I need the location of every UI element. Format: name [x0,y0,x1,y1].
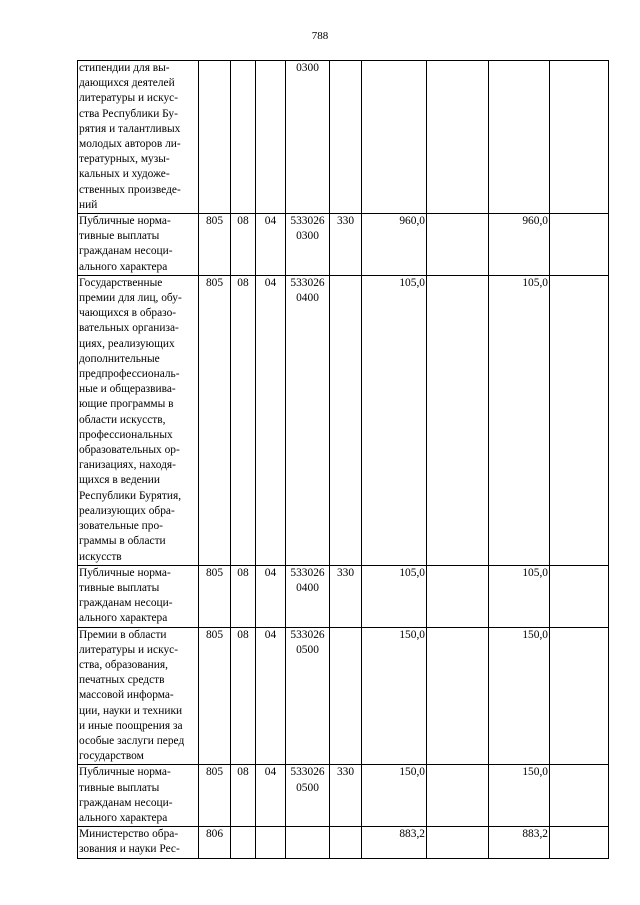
budget-table [77,60,609,859]
subsection-code-cell: 04 [256,627,286,765]
target-article-line: 533026 [290,276,325,289]
expense-type-cell [330,275,362,565]
ministry-code-cell: 805 [199,765,231,827]
target-article-cell [286,827,330,858]
row-name-line: щихся в ведении [79,474,160,487]
subsection-code-cell: 04 [256,275,286,565]
amount-cell: 150,0 [362,627,427,765]
row-name-line: Публичные норма- [79,766,171,779]
subsection-code-cell: 04 [256,565,286,627]
amount-cell [550,565,609,627]
amount-cell: 960,0 [362,214,427,276]
row-name-line: Республики Бурятия, [79,489,182,502]
row-name-cell [78,765,199,827]
table-row [78,214,609,276]
target-article-line: 533026 [290,566,325,579]
amount-cell: 105,0 [362,565,427,627]
target-article-line: 0400 [296,292,319,305]
row-name-line: ганизациях, находя- [79,459,176,472]
row-name-line: зовательные про- [79,520,163,533]
table-row [78,827,609,858]
row-name-line: реализующих обра- [79,504,175,517]
row-name-line: ные и общеразвива- [79,383,176,396]
amount-cell [550,627,609,765]
row-name-line: дающихся деятелей [79,77,175,90]
row-name-line: области искусств, [79,413,166,426]
subsection-code-cell [256,61,286,214]
section-code-cell: 08 [231,214,256,276]
row-name-line: предпрофессиональ- [79,368,180,381]
section-code-cell: 08 [231,275,256,565]
row-name-line: тивные выплаты [79,581,160,594]
subsection-code-cell: 04 [256,214,286,276]
target-article-cell [286,627,330,765]
amount-cell: 150,0 [489,765,550,827]
target-article-cell [286,565,330,627]
row-name-line: молодых авторов ли- [79,138,181,151]
amount-cell [362,61,427,214]
section-code-cell [231,61,256,214]
subsection-code-cell: 04 [256,765,286,827]
row-name-cell [78,627,199,765]
row-name-line: Премии в области [79,628,167,641]
row-name-line: тивные выплаты [79,230,160,243]
row-name-line: тивные выплаты [79,781,160,794]
row-name-line: зования и науки Рес- [79,843,180,856]
row-name-line: гражданам несоци- [79,597,173,610]
row-name-line: образовательных ор- [79,444,180,457]
row-name-line: профессиональных [79,428,173,441]
row-name-line: гражданам несоци- [79,796,173,809]
row-name-line: печатных средств [79,674,165,687]
target-article-cell [286,765,330,827]
row-name-line: искусств [79,550,122,563]
amount-cell [550,61,609,214]
row-name-line: Государственные [79,276,163,289]
amount-cell: 105,0 [489,275,550,565]
section-code-cell: 08 [231,565,256,627]
ministry-code-cell: 805 [199,275,231,565]
table-body [78,61,609,859]
row-name-line: и иные поощрения за [79,719,183,732]
amount-cell [427,627,489,765]
amount-cell [427,61,489,214]
row-name-line: стипендии для вы- [79,62,170,74]
row-name-line: литературы и искус- [79,643,179,656]
target-article-line: 0300 [296,230,319,243]
row-name-line: особые заслуги перед [79,734,185,747]
row-name-line: ального характера [79,612,168,625]
table-row [78,765,609,827]
target-article-line: 0500 [296,643,319,656]
subsection-code-cell [256,827,286,858]
row-name-cell [78,275,199,565]
amount-cell: 960,0 [489,214,550,276]
row-name-line: ственных произведе- [79,183,181,196]
target-article-line: 0500 [296,781,319,794]
row-name-cell [78,827,199,858]
row-name-line: ального характера [79,260,168,273]
section-code-cell: 08 [231,765,256,827]
ministry-code-cell: 805 [199,214,231,276]
expense-type-cell: 330 [330,765,362,827]
row-name-line: граммы в области [79,535,166,548]
expense-type-cell [330,827,362,858]
row-name-line: ального характера [79,811,168,824]
row-name-line: кальных и художе- [79,168,170,181]
target-article-line: 533026 [290,215,325,228]
table-row [78,627,609,765]
amount-cell: 883,2 [489,827,550,858]
table-row [78,275,609,565]
amount-cell: 150,0 [362,765,427,827]
amount-cell [427,827,489,858]
target-article-line: 533026 [290,766,325,779]
section-code-cell [231,827,256,858]
row-name-line: гражданам несоци- [79,245,173,258]
target-article-cell [286,61,330,214]
row-name-line: тературных, музы- [79,153,170,166]
ministry-code-cell: 806 [199,827,231,858]
row-name-line: Министерство обра- [79,828,179,841]
row-name-line: ции, науки и техники [79,704,183,717]
row-name-line: массовой информа- [79,689,174,702]
row-name-cell [78,214,199,276]
expense-type-cell [330,61,362,214]
amount-cell [427,275,489,565]
ministry-code-cell [199,61,231,214]
row-name-cell [78,61,199,214]
amount-cell: 150,0 [489,627,550,765]
amount-cell [427,214,489,276]
ministry-code-cell: 805 [199,627,231,765]
target-article-line: 0400 [296,581,319,594]
amount-cell: 883,2 [362,827,427,858]
row-name-line: рятия и талантливых [79,122,181,135]
expense-type-cell: 330 [330,214,362,276]
amount-cell [550,275,609,565]
target-article-cell [286,214,330,276]
row-name-line: циях, реализующих [79,337,175,350]
amount-cell [427,565,489,627]
amount-cell [550,214,609,276]
row-name-line: ющие программы в [79,398,174,411]
expense-type-cell: 330 [330,565,362,627]
amount-cell [550,827,609,858]
row-name-line: ства Республики Бу- [79,107,178,120]
ministry-code-cell: 805 [199,565,231,627]
row-name-cell [78,565,199,627]
row-name-line: дополнительные [79,352,160,365]
table-row [78,61,609,214]
amount-cell [427,765,489,827]
row-name-line: литературы и искус- [79,92,179,105]
amount-cell: 105,0 [362,275,427,565]
row-name-line: чающихся в образо- [79,307,177,320]
amount-cell: 105,0 [489,565,550,627]
row-name-line: ний [79,198,98,211]
row-name-line: государством [79,750,144,763]
target-article-line: 0300 [296,62,319,74]
row-name-line: вательных организа- [79,322,179,335]
amount-cell [489,61,550,214]
section-code-cell: 08 [231,627,256,765]
row-name-line: Публичные норма- [79,215,171,228]
row-name-line: Публичные норма- [79,566,171,579]
table-row [78,565,609,627]
row-name-line: ства, образования, [79,658,168,671]
amount-cell [550,765,609,827]
target-article-line: 533026 [290,628,325,641]
page-number: 788 [311,30,329,42]
target-article-cell [286,275,330,565]
expense-type-cell [330,627,362,765]
row-name-line: премии для лиц, обу- [79,292,182,305]
